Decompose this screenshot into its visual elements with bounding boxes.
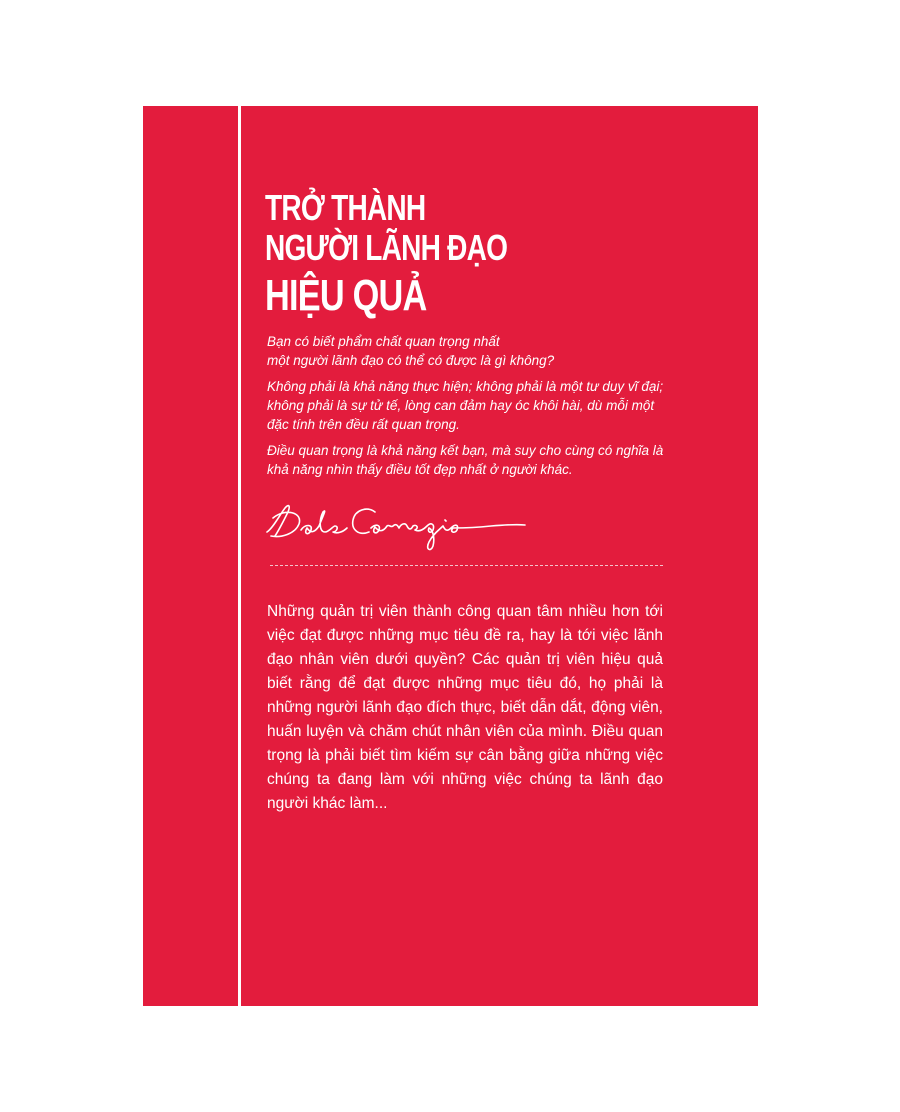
book-title [265,187,576,324]
title-line-3: HIỆU QUẢ [265,271,427,320]
title-line-1: TRỞ THÀNH [265,187,426,228]
author-quote [267,332,687,486]
quote-paragraph-1: Bạn có biết phẩm chất quan trọng nhất một người lãnh đạo có thể có được là gì không? [267,334,555,368]
dashed-separator [270,565,663,566]
quote-paragraph-2: Không phải là khả năng thực hiện; không phải là một tư duy vĩ đại; không phải là sự tử tế, lòng can đảm hay óc khôi hài, dù mỗi một đặc tính trên đều rất quan trọng. [267,379,664,432]
spine-divider-line [238,106,241,1006]
book-description: Những quản trị viên thành công quan tâm nhiều hơn tới việc đạt được những mục tiêu đề ra, hay là tới việc lãnh đạo nhân viên dưới quyền? Các quản trị viên hiệu quả biết rằng để đạt được những mục tiêu đó, họ phải là những người lãnh đạo đích thực, biết dẫn dắt, động viên, huấn luyện và chăm chút nhân viên của mình. Điều quan trọng là phải biết tìm kiếm sự cân bằng giữa những việc chúng ta đang làm với những việc chúng ta lãnh đạo người khác làm... [267,603,663,812]
quote-paragraph-3: Điều quan trọng là khả năng kết bạn, mà suy cho cùng có nghĩa là khả năng nhìn thấy điều tốt đẹp nhất ở người khác. [267,443,664,477]
author-signature [263,494,533,554]
title-line-2: NGƯỜI LÃNH ĐẠO [265,227,508,268]
book-back-cover [143,106,758,1006]
